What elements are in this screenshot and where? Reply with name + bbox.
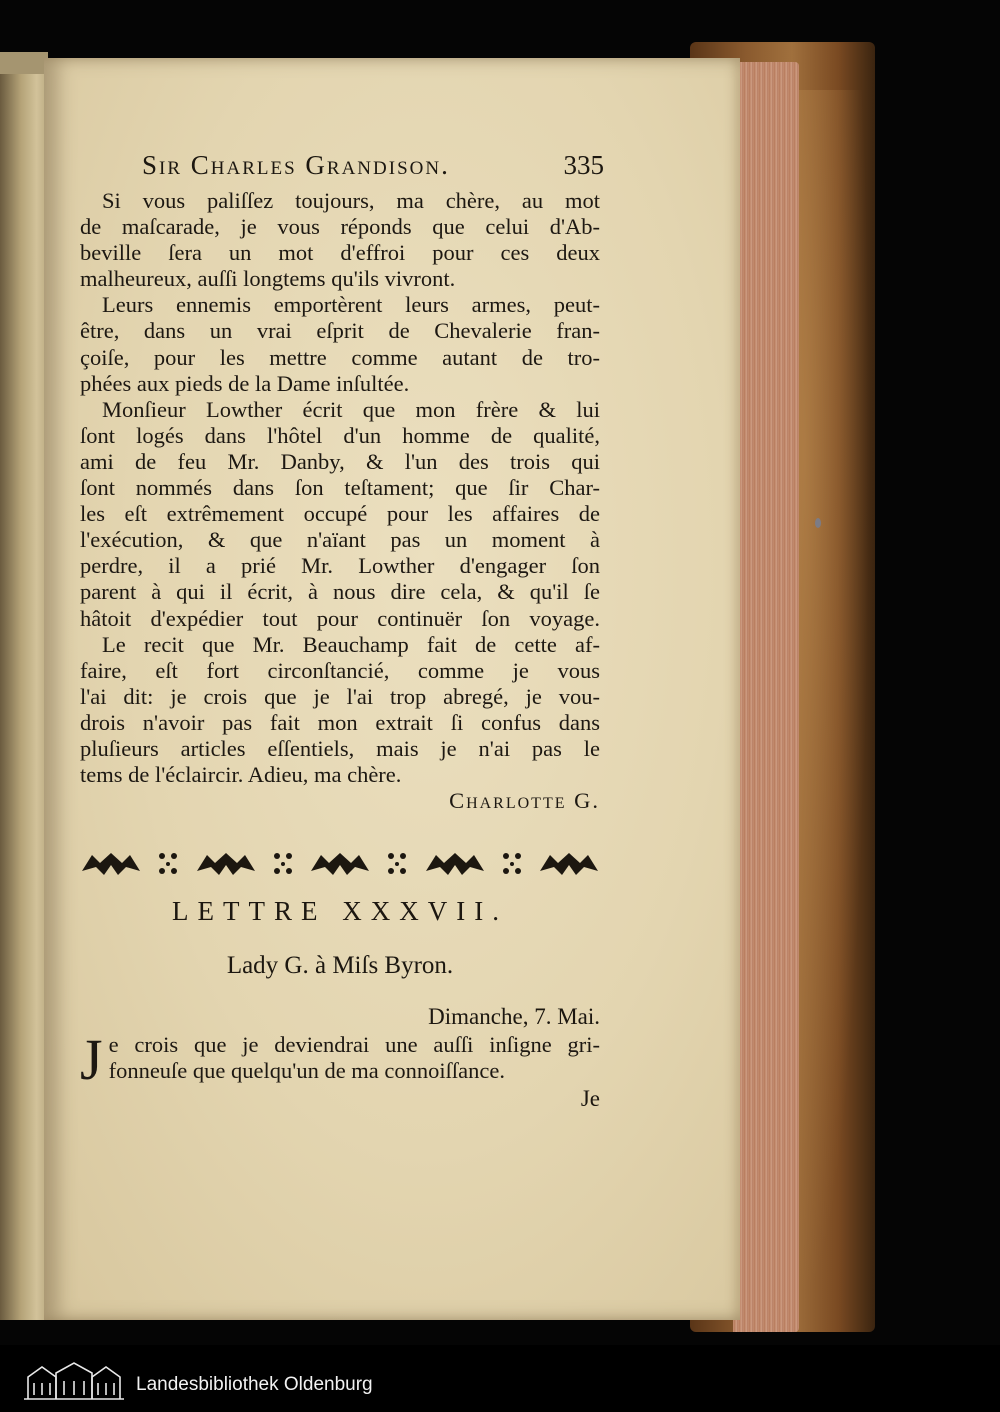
text-line: e crois que je deviendrai une auſſi inſigne gri- bbox=[108, 1032, 600, 1057]
text-line: ſont nommés dans ſon teſtament; que ſir Char- bbox=[80, 475, 600, 501]
text-line: tems de l'éclaircir. Adieu, ma chère. bbox=[80, 762, 402, 788]
page-number: 335 bbox=[563, 150, 604, 180]
running-head-title: Sir Charles Grandison. bbox=[142, 150, 450, 180]
fleuron-icon bbox=[195, 849, 257, 879]
running-head bbox=[142, 150, 604, 184]
text-line: parent à qui il écrit, à nous dire cela, & qu'il ſe bbox=[80, 579, 600, 605]
text-line: Le recit que Mr. Beauchamp fait de cette af- bbox=[102, 631, 600, 657]
catchword: Je bbox=[580, 1086, 600, 1111]
text-line: beville ſera un mot d'effroi pour ces deux bbox=[80, 240, 600, 266]
text-line: être, dans un vrai eſprit de Chevalerie fran- bbox=[80, 318, 600, 344]
text-line: de maſcarade, je vous réponds que celui d'Ab- bbox=[80, 214, 600, 240]
text-line: fonneuſe que quelqu'un de ma connoiſſance. bbox=[108, 1058, 505, 1084]
asterisk-cluster-icon bbox=[384, 849, 410, 879]
letter-body bbox=[80, 1027, 600, 1092]
text-line: l'exécution, & que n'aïant pas un moment à bbox=[80, 527, 600, 553]
text-line: Si vous paliſſez toujours, ma chère, au mot bbox=[102, 188, 600, 213]
library-name: Landesbibliothek Oldenburg bbox=[136, 1374, 373, 1395]
text-line: faire, eſt fort circonſtancié, comme je vous bbox=[80, 657, 600, 683]
drop-cap: J bbox=[80, 1027, 103, 1092]
text-line: drois n'avoir pas fait mon extrait ſi confus dans bbox=[80, 709, 600, 735]
text-line: Monſieur Lowther écrit que mon frère & lui bbox=[102, 396, 600, 422]
letter-date: Dimanche, 7. Mai. bbox=[428, 1004, 600, 1029]
text-line: ſont logés dans l'hôtel d'un homme de qualité, bbox=[80, 422, 600, 448]
letter-heading: LETTRE XXXVII. bbox=[172, 896, 508, 926]
text-line: çoiſe, pour les mettre comme autant de tro- bbox=[80, 344, 600, 370]
asterisk-cluster-icon bbox=[270, 849, 296, 879]
text-line: phées aux pieds de la Dame inſultée. bbox=[80, 370, 410, 396]
body-text bbox=[80, 188, 600, 814]
page-edges bbox=[733, 62, 799, 1332]
printer-ornament bbox=[80, 846, 600, 882]
text-line: perdre, il a prié Mr. Lowther d'engager ſon bbox=[80, 553, 600, 579]
text-line: ami de feu Mr. Danby, & l'un des trois qui bbox=[80, 448, 600, 474]
fleuron-icon bbox=[424, 849, 486, 879]
text-line: Leurs ennemis emportèrent leurs armes, peut- bbox=[102, 292, 600, 318]
fleuron-icon bbox=[309, 849, 371, 879]
dust-speck bbox=[815, 518, 821, 528]
asterisk-cluster-icon bbox=[155, 849, 181, 879]
library-building-icon bbox=[22, 1361, 126, 1401]
text-line: hâtoit d'expédier tout pour continuër ſon voyage. bbox=[80, 605, 600, 631]
signature: Charlotte G. bbox=[449, 788, 600, 814]
facing-page-edge bbox=[0, 52, 46, 1320]
text-line: l'ai dit: je crois que je l'ai trop abregé, je vou- bbox=[80, 683, 600, 709]
fleuron-icon bbox=[80, 849, 142, 879]
letter-subheading: Lady G. à Miſs Byron. bbox=[226, 952, 454, 979]
text-line: pluſieurs articles eſſentiels, mais je n'ai pas le bbox=[80, 735, 600, 761]
fleuron-icon bbox=[538, 849, 600, 879]
text-line: les eſt extrêmement occupé pour les affaires de bbox=[80, 501, 600, 527]
text-line: malheureux, auſſi longtems qu'ils vivront. bbox=[80, 266, 456, 292]
facing-page-top bbox=[0, 52, 48, 74]
asterisk-cluster-icon bbox=[499, 849, 525, 879]
